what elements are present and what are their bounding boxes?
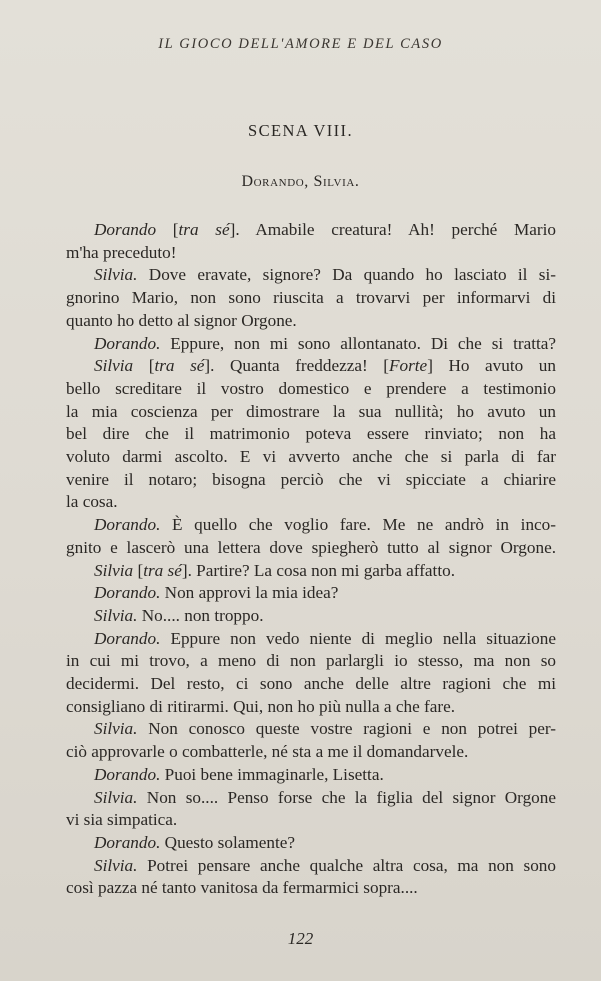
italic-run: Silvia — [94, 560, 134, 580]
text-line — [66, 832, 556, 855]
text-run: [ — [133, 560, 144, 580]
text-line — [66, 809, 556, 832]
text-run: Eppure non vedo niente di meglio nella situazione — [160, 628, 556, 648]
italic-run: Dorando. — [94, 628, 161, 648]
text-run: ]. Partire? La cosa non mi garba affatto. — [181, 560, 455, 580]
running-head: IL GIOCO DELL'AMORE E DEL CASO — [158, 36, 443, 52]
text-run: Non conosco queste vostre ragioni e non potrei per- — [137, 719, 556, 739]
text-line — [66, 355, 556, 378]
text-line — [66, 469, 556, 492]
text-line — [66, 855, 556, 878]
text-run: bel dire che il matrimonio poteva essere rinviato; non ha — [66, 424, 556, 444]
text-run: in cui mi trovo, a meno di non parlargli io stesso, ma non so — [66, 651, 556, 671]
text-run: È quello che voglio fare. Me ne andrò in inco- — [160, 515, 556, 535]
italic-run: Dorando. — [94, 515, 161, 535]
text-run: gnorino Mario, non sono riuscita a trovarvi per informarvi di — [66, 288, 556, 308]
text-run: vi sia simpatica. — [66, 810, 178, 830]
text-run: Eppure, non mi sono allontanato. Di che si tratta? — [160, 333, 556, 353]
text-line — [66, 378, 556, 401]
text-line — [66, 537, 556, 560]
text-line — [66, 718, 556, 741]
text-line — [66, 650, 556, 673]
text-run: ]. Amabile creatura! Ah! perché Mario — [229, 220, 556, 239]
italic-run: tra sé — [143, 560, 182, 580]
text-run: ciò approvarle o combatterle, né sta a me il domandarvele. — [66, 742, 469, 762]
text-run: la mia coscienza per dimostrare la sua nullità; ho avuto un — [66, 401, 556, 421]
text-run: quanto ho detto al signor Orgone. — [66, 310, 297, 330]
italic-run: Silvia. — [94, 855, 138, 875]
text-run: No.... non troppo. — [137, 605, 264, 625]
text-run: così pazza né tanto vanitosa da fermarmici sopra.... — [66, 878, 418, 898]
text-line — [66, 560, 556, 583]
text-line — [66, 673, 556, 696]
text-run: la cosa. — [66, 492, 118, 512]
text-line — [66, 264, 556, 287]
page-number: 122 — [287, 929, 314, 948]
text-run: consigliano di ritirarmi. Qui, non ho più nulla a che fare. — [66, 696, 456, 716]
text-line — [66, 582, 556, 605]
text-line — [66, 401, 556, 424]
text-run: ]. Quanta freddezza! [ — [204, 356, 389, 376]
italic-run: tra sé — [154, 356, 205, 376]
text-line — [66, 696, 556, 719]
text-run: voluto darmi ascolto. E vi avverto anche che si parla di far — [66, 447, 556, 467]
italic-run: Silvia — [94, 356, 134, 376]
dialogue-text — [66, 219, 556, 900]
text-line — [66, 310, 556, 333]
italic-run: Silvia. — [94, 787, 138, 807]
text-line — [66, 423, 556, 446]
text-line — [66, 333, 556, 356]
text-run: decidermi. Del resto, ci sono anche delle altre ragioni che mi — [66, 674, 556, 694]
italic-run: Silvia. — [94, 605, 138, 625]
text-run: gnito e lascerò una lettera dove spiegherò tutto al signor Orgone. — [66, 537, 556, 557]
text-line — [66, 741, 556, 764]
italic-run: Dorando. — [94, 583, 161, 603]
text-run: venire il notaro; bisogna perciò che vi spicciate a chiarire — [66, 469, 556, 489]
scene-characters: Dorando, Silvia. — [241, 173, 360, 190]
text-run: ] Ho avuto un — [427, 356, 556, 376]
italic-run: Forte — [389, 356, 428, 376]
text-line — [66, 787, 556, 810]
text-line — [66, 219, 556, 242]
text-line — [66, 764, 556, 787]
text-line — [66, 514, 556, 537]
text-run: Questo solamente? — [160, 832, 295, 852]
italic-run: Silvia. — [94, 265, 138, 285]
text-run: Dove eravate, signore? Da quando ho lasciato il si- — [137, 265, 556, 285]
text-line — [66, 628, 556, 651]
text-line — [66, 877, 556, 900]
italic-run: Dorando — [94, 220, 157, 239]
italic-run: Dorando. — [94, 832, 161, 852]
text-run: Non approvi la mia idea? — [160, 583, 339, 603]
text-run: Puoi bene immaginarle, Lisetta. — [160, 764, 384, 784]
text-run: Potrei pensare anche qualche altra cosa, ma non sono — [137, 855, 556, 875]
text-line — [66, 446, 556, 469]
text-run: m'ha preceduto! — [66, 242, 177, 262]
text-run: [ — [133, 356, 155, 376]
italic-run: Silvia. — [94, 719, 138, 739]
text-run: bello screditare il vostro domestico e prendere a testimonio — [66, 378, 556, 398]
italic-run: Dorando. — [94, 764, 161, 784]
text-run: [ — [156, 220, 179, 239]
text-line — [66, 287, 556, 310]
text-line — [66, 242, 556, 265]
scene-title: SCENA VIII. — [248, 121, 353, 140]
text-line — [66, 491, 556, 514]
italic-run: Dorando. — [94, 333, 161, 353]
text-run: Non so.... Penso forse che la figlia del signor Orgone — [137, 787, 556, 807]
italic-run: tra sé — [178, 220, 230, 239]
text-line — [66, 605, 556, 628]
